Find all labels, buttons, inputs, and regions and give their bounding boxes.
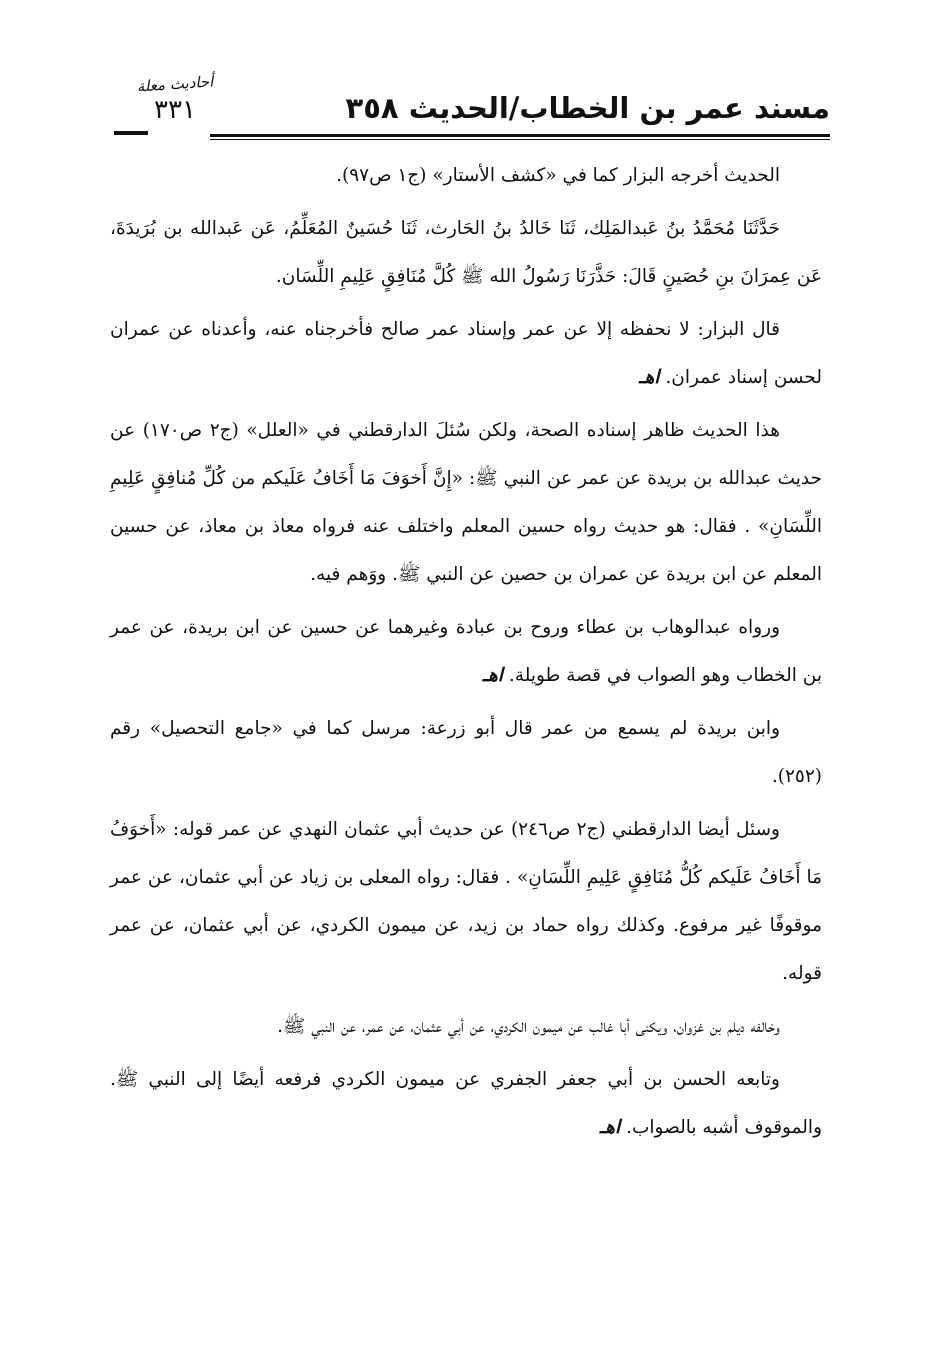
paragraph-text: وخالفه ديلم بن غزوان، ويكنى أبا غالب عن ميمون الكردي، عن أبي عثمان، عن عمر، عن النبي ﷺ. <box>277 1016 780 1037</box>
handwritten-page-label: أحاديث معلة <box>136 72 214 96</box>
paragraph-9 <box>110 1056 822 1152</box>
paragraph-3 <box>110 306 822 402</box>
paragraph-2 <box>110 205 822 301</box>
running-title: مسند عمر بن الخطاب/الحديث ٣٥٨ <box>345 91 830 125</box>
paragraph-5 <box>110 604 822 700</box>
paragraph-text: هذا الحديث ظاهر إسناده الصحة، ولكن سُئلَ الدارقطني في «العلل» (ج٢ ص١٧٠) عن حديث عبدالله بن بريدة عن عمر عن النبي ﷺ: «إِنَّ أَخوَفَ مَا أَخَافُ عَلَيكم من كُلِّ مُنافِقٍ عَلِيمِ اللِّسَانِ» . فقال: هو حديث رواه حسين المعلم واختلف عنه فرواه معاذ بن معاذ، عن حسين المعلم عن ابن بريدة عن عمران بن حصين عن النبي ﷺ. ووَهم فيه. <box>110 420 822 585</box>
paragraph-1 <box>110 152 822 200</box>
paragraph-text: ورواه عبدالوهاب بن عطاء وروح بن عبادة وغيرهما عن حسين عن ابن بريدة، عن عمر بن الخطاب وهو الصواب في قصة طويلة. <box>110 617 822 686</box>
body-text <box>110 152 822 1157</box>
end-mark: اهـ <box>482 665 503 686</box>
paragraph-text: الحديث أخرجه البزار كما في «كشف الأستار» (ج١ ص٩٧). <box>336 165 780 186</box>
end-mark: اهـ <box>639 367 660 388</box>
paragraph-text: قال البزار: لا نحفظه إلا عن عمر وإسناد عمر صالح فأخرجناه عنه، وأعدناه عن عمران لحسن إسناد عمران. <box>110 319 822 388</box>
paragraph-text: وابن بريدة لم يسمع من عمر قال أبو زرعة: مرسل كما في «جامع التحصيل» رقم (٢٥٢). <box>110 718 822 787</box>
header-rule <box>210 134 830 137</box>
page-header <box>110 72 830 140</box>
paragraph-8 <box>110 1003 822 1051</box>
paragraph-text: وتابعه الحسن بن أبي جعفر الجفري عن ميمون الكردي فرفعه أيضًا إلى النبي ﷺ. والموقوف أشبه بالصواب. <box>110 1069 822 1138</box>
page-number: ٣٣١ <box>154 95 196 125</box>
paragraph-7 <box>110 806 822 998</box>
paragraph-6 <box>110 705 822 801</box>
page-number-underline <box>114 131 148 135</box>
end-mark: اهـ <box>599 1117 621 1138</box>
paragraph-text: وسئل أيضا الدارقطني (ج٢ ص٢٤٦) عن حديث أبي عثمان النهدي عن عمر قوله: «أَخوَفُ مَا أَخَافُ عَلَيكم كُلُّ مُنَافِقٍ عَلِيمِ اللِّسَانِ» . فقال: رواه المعلى بن زياد عن أبي عثمان، عن عمر موقوفًا غير مرفوع. وكذلك رواه حماد بن زيد، عن ميمون الكردي، عن أبي عثمان، عن عمر قوله. <box>110 819 822 984</box>
paragraph-text: حَدَّثَنَا مُحَمَّدُ بنُ عَبدالمَلِك، ثَنَا خَالدُ بنُ الحَارث، ثَنَا حُسَينٌ المُعَلِّمُ، عَن عَبدالله بن بُرَيدَةَ، عَن عِمرَانَ بنِ حُصَينٍ قَالَ: حَذَّرَنَا رَسُولُ الله ﷺ كُلَّ مُنَافِقٍ عَلِيمِ اللِّسَان. <box>110 218 822 287</box>
paragraph-4 <box>110 407 822 599</box>
header-rule-thin <box>210 139 830 140</box>
